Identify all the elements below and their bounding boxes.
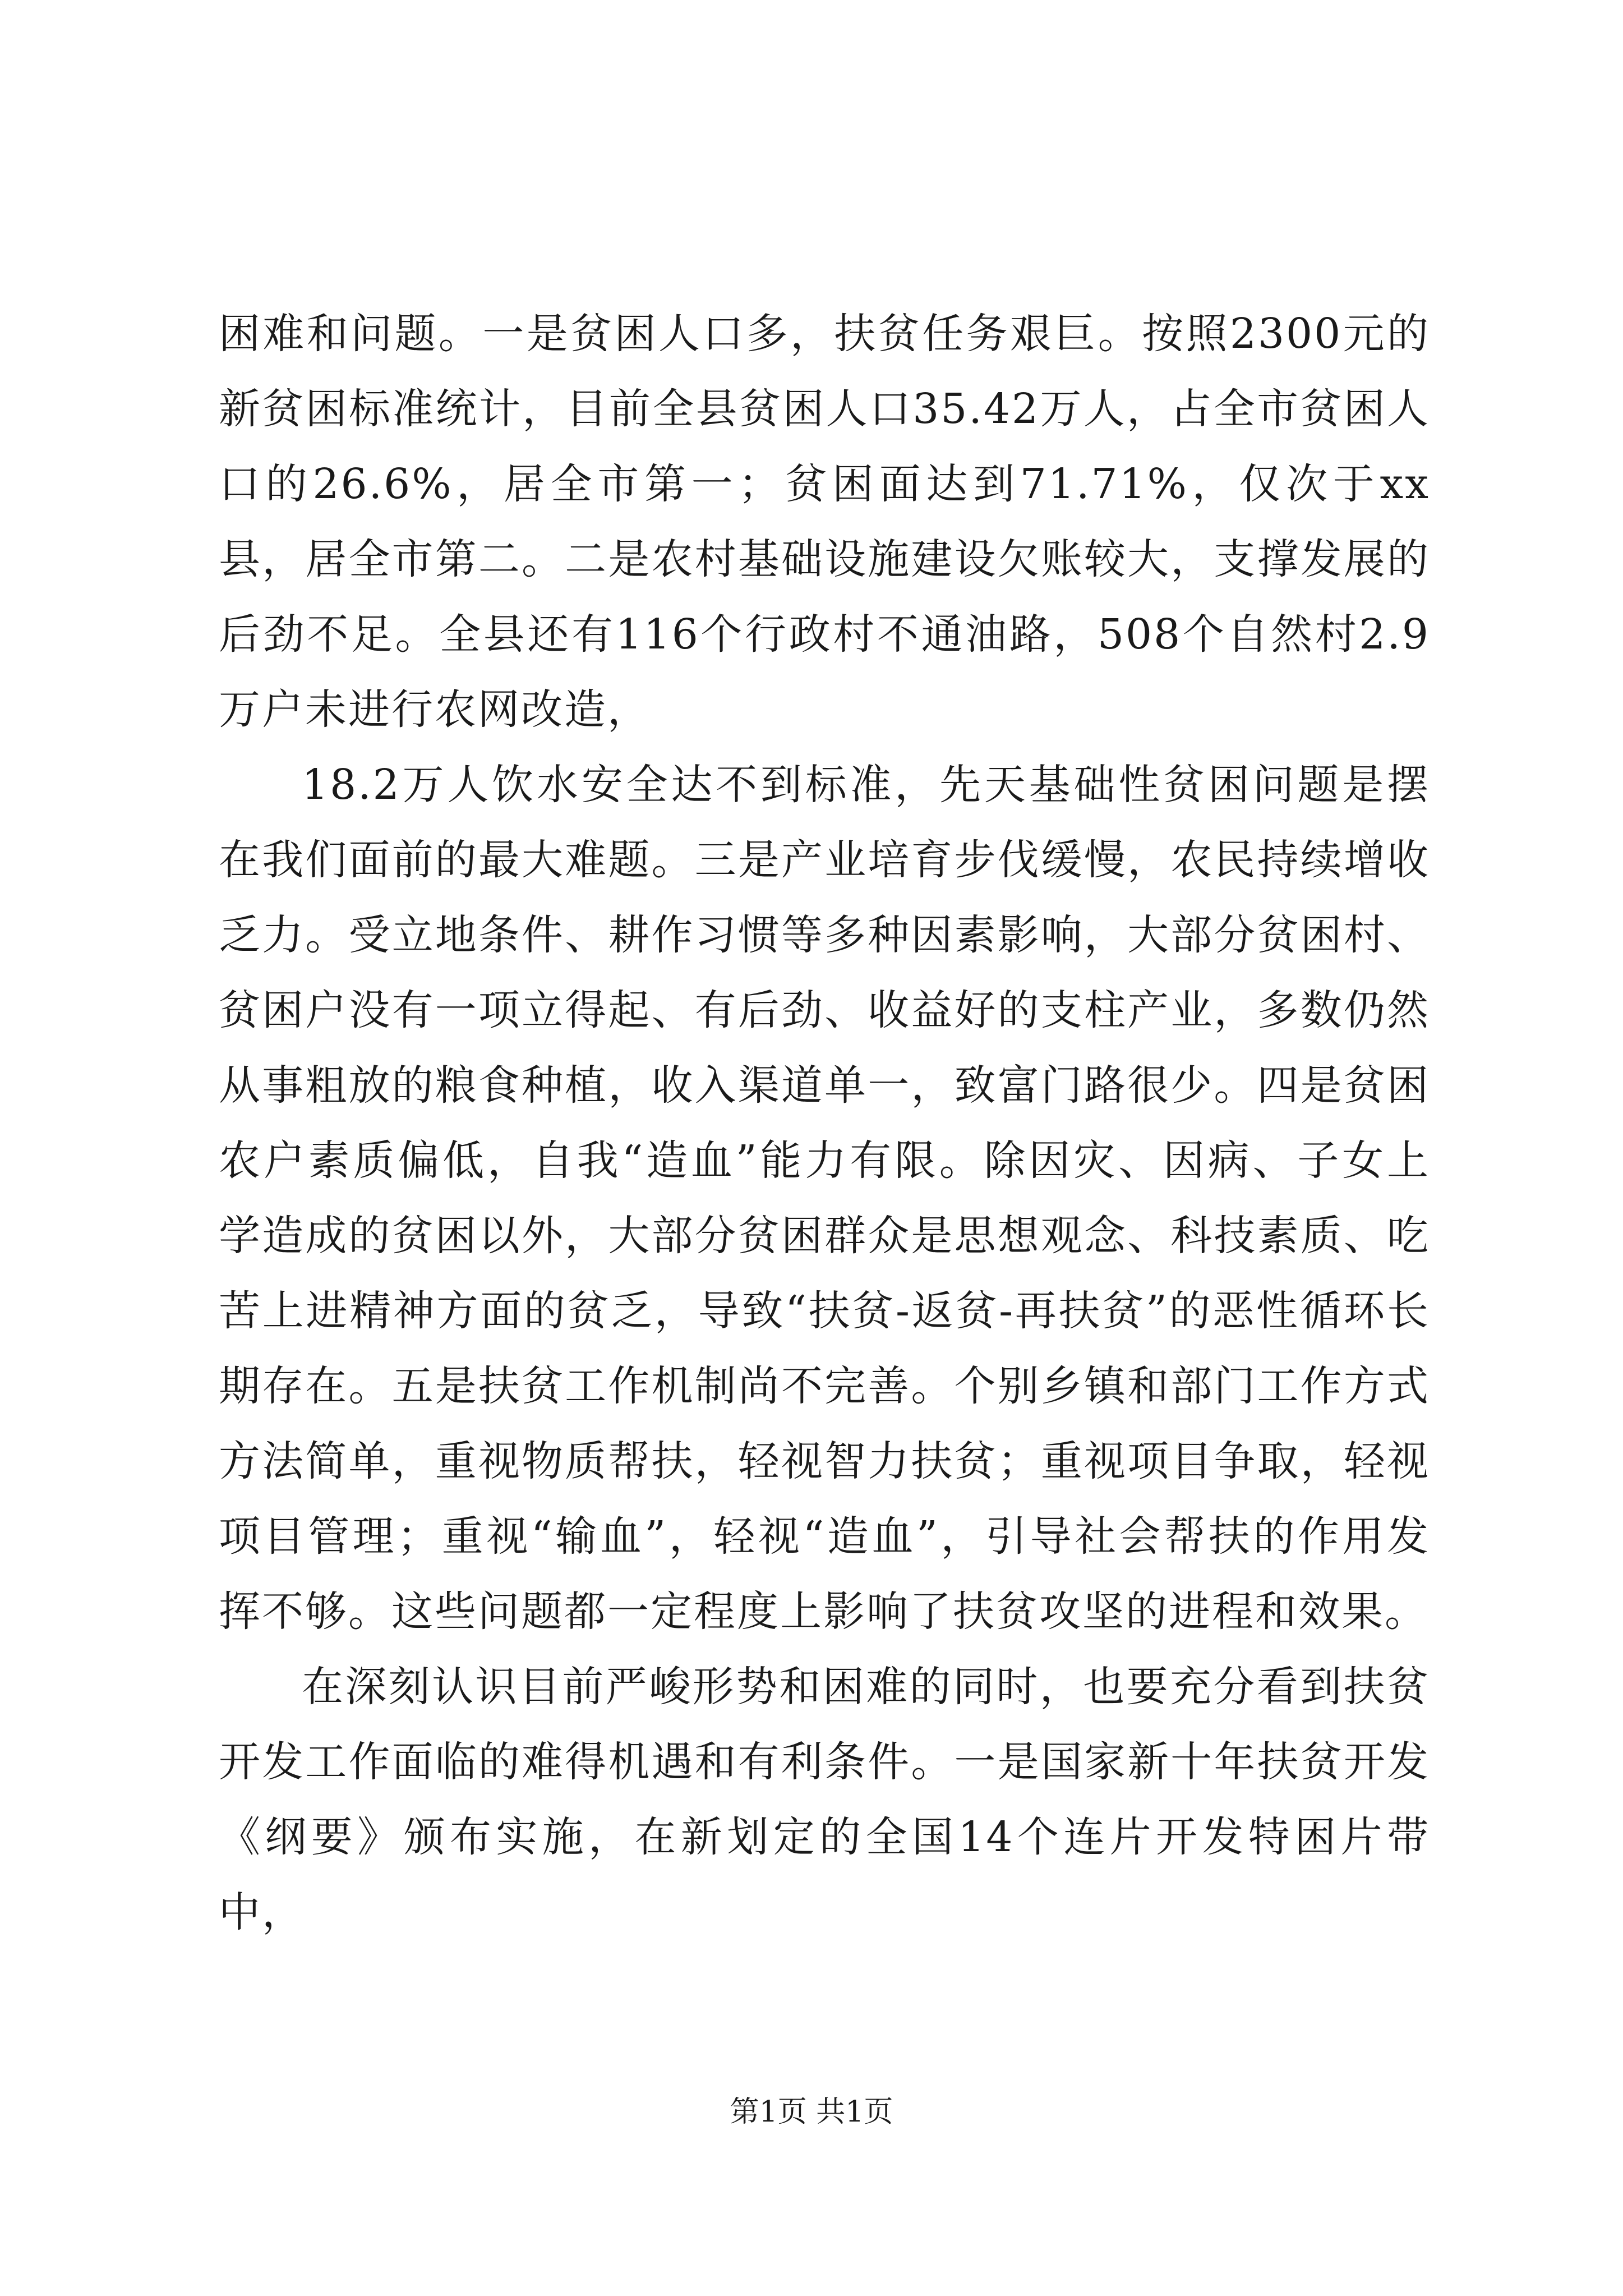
page-footer: 第1页 共1页 [730,2095,893,2129]
paragraph: 18.2万人饮水安全达不到标准，先天基础性贫困问题是摆在我们面前的最大难题。三是产业培育步伐缓慢，农民持续增收乏力。受立地条件、耕作习惯等多种因素影响，大部分贫困村、贫困户没有一项立得起、有后劲、收益好的支柱产业，多数仍然从事粗放的粮食种植，收入渠道单一，致富门路很少。四是贫困农户素质偏低，自我“造血”能力有限。除因灾、因病、子女上学造成的贫困以外，大部分贫困群众是思想观念、科技素质、吃苦上进精神方面的贫乏，导致“扶贫-返贫-再扶贫”的恶性循环长期存在。五是扶贫工作机制尚不完善。个别乡镇和部门工作方式方法简单，重视物质帮扶，轻视智力扶贫；重视项目争取，轻视项目管理；重视“输血”，轻视“造血”，引导社会帮扶的作用发挥不够。这些问题都一定程度上影响了扶贫攻坚的进程和效果。 [219,761,1430,1636]
paragraph: 困难和问题。一是贫困人口多，扶贫任务艰巨。按照2300元的新贫困标准统计，目前全县贫困人口35.42万人，占全市贫困人口的26.6%，居全市第一；贫困面达到71.71%，仅次于xx县，居全市第二。二是农村基础设施建设欠账较大，支撑发展的后劲不足。全县还有116个行政村不通油路，508个自然村2.9万户未进行农网改造， [219,310,1430,734]
document-body [219,296,1430,1950]
paragraph: 在深刻认识目前严峻形势和困难的同时，也要充分看到扶贫开发工作面临的难得机遇和有利条件。一是国家新十年扶贫开发《纲要》颁布实施，在新划定的全国14个连片开发特困片带中， [219,1663,1430,1936]
